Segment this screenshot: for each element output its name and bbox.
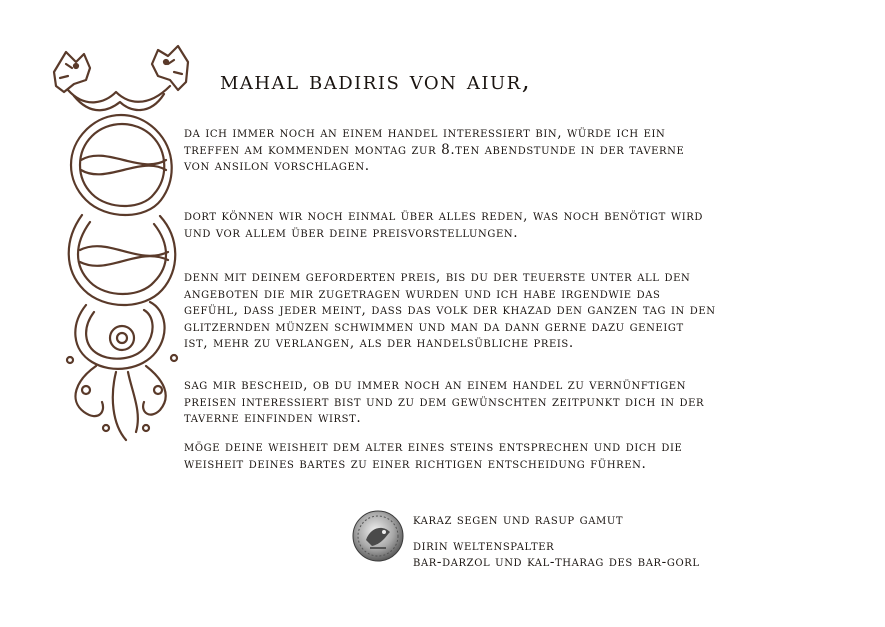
paragraph-5: möge deine weisheit dem alter eines steins entsprechen und dich die weisheit deines bartes zu einer richtigen entscheidung führen. <box>184 439 683 472</box>
paragraph-3: denn mit deinem geforderten preis, bis du der teuerste unter all den angeboten die mir zugetragen wurden und ich habe irgendwie das gefühl, dass jeder meint, dass das volk der khazad den ganzen tag in den glitzernden münzen schwimmen und man da dann gerne dazu geneigt ist, mehr zu verlangen, als der handelsübliche preis. <box>184 269 716 351</box>
paragraph-1: da ich immer noch an einem handel interessiert bin, würde ich ein treffen am kommenden montag zur 8.ten abendstunde in der taverne von ansilon vorschlagen. <box>184 125 685 174</box>
signature-greeting: karaz segen und rasup gamut <box>413 512 624 528</box>
signature-block <box>413 512 700 570</box>
signature-name: dirin weltenspalter <box>413 538 555 554</box>
paragraph-4: sag mir bescheid, ob du immer noch an einem handel zu vernünftigen preisen interessiert bist und zu dem gewünschten zeitpunkt dich in der taverne einfinden wirst. <box>184 377 705 426</box>
coin-seal-icon <box>352 510 404 562</box>
celtic-knot-ornament <box>46 40 196 450</box>
letter-salutation: mahal badiris von aiur, <box>220 66 532 95</box>
signature-title: bar-darzol und kal-tharag des bar-gorl <box>413 554 700 570</box>
paragraph-2: dort können wir noch einmal über alles reden, was noch benötigt wird und vor allem über deine preisvorstellungen. <box>184 208 703 241</box>
